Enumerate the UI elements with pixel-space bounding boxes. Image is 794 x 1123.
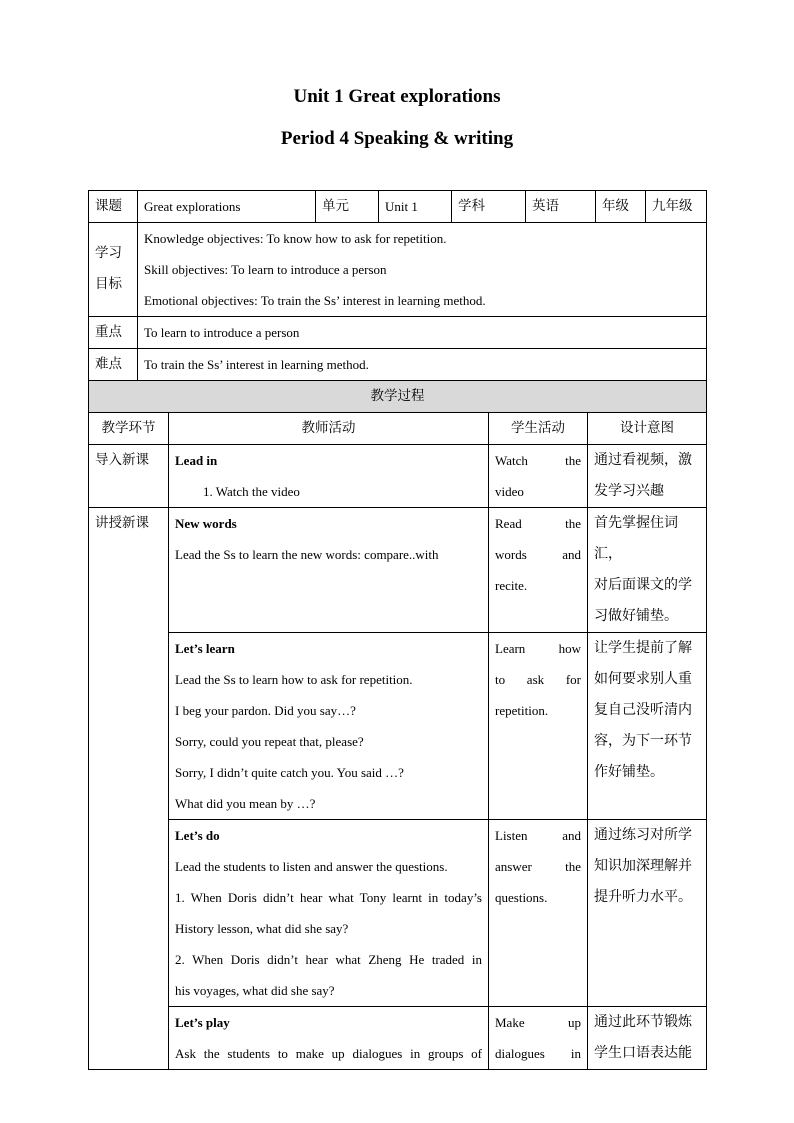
student-line: Read the [495, 516, 581, 531]
teacher-line: Lead the Ss to learn the new words: compare..with [175, 547, 439, 562]
student-line: recite. [495, 578, 528, 593]
purpose-cell [588, 820, 707, 1007]
purpose-cell [588, 633, 707, 820]
student-line: questions. [495, 890, 548, 905]
purpose-line: 让学生提前了解 [594, 640, 692, 656]
teacher-cell [169, 1007, 489, 1070]
purpose-line: 学生口语表达能 [594, 1045, 692, 1061]
process-band: 教学过程 [89, 381, 707, 413]
process-header-row [89, 413, 707, 445]
table-row [89, 820, 707, 1007]
difficulty-row [89, 349, 707, 381]
student-line: answer the [495, 859, 581, 874]
teacher-title: Lead in [175, 453, 218, 468]
subject-label: 学科 [452, 191, 526, 223]
key-value: To learn to introduce a person [138, 317, 707, 349]
unit-label: 单元 [316, 191, 379, 223]
student-line: Watch the [495, 453, 581, 468]
page-title: Unit 1 Great explorations [293, 86, 501, 107]
teacher-line: Lead the Ss to learn how to ask for repetition. [175, 672, 413, 687]
purpose-line: 知识加深理解并 [594, 858, 692, 874]
teacher-line: What did you mean by …? [175, 796, 316, 811]
info-table [88, 190, 707, 381]
purpose-line: 容，为下一环节 [594, 733, 692, 749]
teacher-cell [169, 633, 489, 820]
table-row [89, 445, 707, 508]
subject-value: 英语 [526, 191, 596, 223]
purpose-cell [588, 508, 707, 633]
grade-label: 年级 [596, 191, 646, 223]
student-line: to ask for [495, 672, 581, 687]
student-line: video [495, 484, 524, 499]
purpose-line: 通过此环节锻炼 [594, 1014, 692, 1030]
key-row [89, 317, 707, 349]
stage-cell: 讲授新课 [89, 508, 169, 1070]
student-line: dialogues in [495, 1046, 581, 1061]
purpose-line: 通过看视频，激 [594, 452, 692, 468]
student-line: Listen and [495, 828, 581, 843]
teacher-title: Let’s do [175, 828, 220, 843]
purpose-line: 首先掌握住词汇， [594, 515, 678, 562]
objectives-label-line: 学习 [95, 245, 122, 261]
topic-label: 课题 [89, 191, 138, 223]
page-subtitle: Period 4 Speaking & writing [280, 128, 514, 149]
purpose-line: 习做好铺垫。 [594, 608, 678, 624]
teacher-line: Lead the students to listen and answer the questions. [175, 859, 448, 874]
student-cell [489, 1007, 588, 1070]
process-table [88, 380, 707, 1070]
teacher-line: 1. Watch the video [203, 484, 300, 499]
student-cell [489, 445, 588, 508]
header-stage: 教学环节 [89, 413, 169, 445]
objectives-label [89, 223, 138, 317]
info-row [89, 191, 707, 223]
difficulty-value: To train the Ss’ interest in learning method. [138, 349, 707, 381]
purpose-line: 如何要求别人重 [594, 671, 692, 687]
table-row [89, 508, 707, 633]
teacher-cell [169, 508, 489, 633]
teacher-cell [169, 820, 489, 1007]
stage-cell: 导入新课 [89, 445, 169, 508]
purpose-line: 发学习兴趣 [594, 483, 664, 499]
teacher-cell [169, 445, 489, 508]
objectives-label-line: 目标 [95, 276, 122, 292]
header-student: 学生活动 [489, 413, 588, 445]
knowledge-objective: Knowledge objectives: To know how to ask for repetition. [144, 231, 447, 246]
purpose-cell [588, 1007, 707, 1070]
teacher-line: 2. When Doris didn’t hear what Zheng He traded in [175, 952, 482, 967]
teacher-title: New words [175, 516, 237, 531]
topic-value: Great explorations [138, 191, 316, 223]
student-cell [489, 508, 588, 633]
objectives-content [138, 223, 707, 317]
purpose-line: 复自己没听清内 [594, 702, 692, 718]
teacher-line: 1. When Doris didn’t hear what Tony learnt in today’s [175, 890, 482, 905]
difficulty-label: 难点 [89, 349, 138, 381]
teacher-title: Let’s play [175, 1015, 230, 1030]
purpose-line: 通过练习对所学 [594, 827, 692, 843]
student-cell [489, 633, 588, 820]
student-line: words and [495, 547, 581, 562]
header-purpose: 设计意图 [588, 413, 707, 445]
grade-value: 九年级 [646, 191, 707, 223]
student-cell [489, 820, 588, 1007]
teacher-title: Let’s learn [175, 641, 235, 656]
skill-objective: Skill objectives: To learn to introduce a person [144, 262, 387, 277]
student-line: Learn how [495, 641, 581, 656]
teacher-line: History lesson, what did she say? [175, 921, 349, 936]
teacher-line: Sorry, I didn’t quite catch you. You said …? [175, 765, 404, 780]
purpose-line: 提升听力水平。 [594, 889, 692, 905]
objectives-row [89, 223, 707, 317]
teacher-line: I beg your pardon. Did you say…? [175, 703, 356, 718]
process-band-row [89, 381, 707, 413]
teacher-line: Ask the students to make up dialogues in groups of [175, 1046, 482, 1061]
teacher-line: Sorry, could you repeat that, please? [175, 734, 364, 749]
student-line: Make up [495, 1015, 581, 1030]
purpose-cell [588, 445, 707, 508]
purpose-line: 作好铺垫。 [594, 764, 664, 780]
table-row [89, 633, 707, 820]
student-line: repetition. [495, 703, 549, 718]
key-label: 重点 [89, 317, 138, 349]
unit-value: Unit 1 [379, 191, 452, 223]
purpose-line: 对后面课文的学 [594, 577, 692, 593]
header-teacher: 教师活动 [169, 413, 489, 445]
teacher-line: his voyages, what did she say? [175, 983, 335, 998]
emotional-objective: Emotional objectives: To train the Ss’ interest in learning method. [144, 293, 486, 308]
table-row [89, 1007, 707, 1070]
